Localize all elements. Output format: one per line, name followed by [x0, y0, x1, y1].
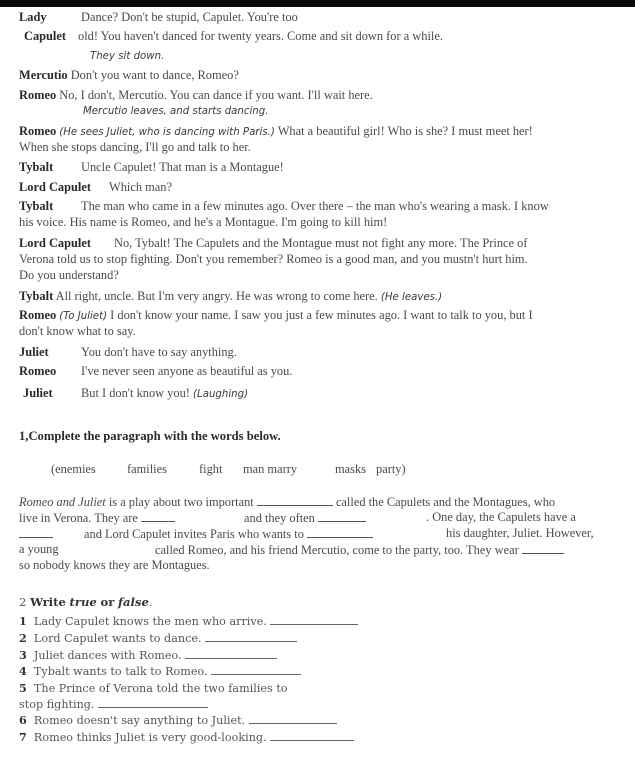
exercise2-heading — [19, 595, 153, 609]
dialogue-line — [19, 345, 49, 360]
dialogue-line — [19, 88, 373, 103]
dialogue-text: Don't you want to dance, Romeo? — [70, 68, 239, 82]
word-bank-item: fight — [199, 462, 223, 476]
answer-blank[interactable] — [19, 526, 53, 538]
stage-direction: (He leaves.) — [380, 292, 443, 303]
paragraph-text: so nobody knows they are Montagues. — [19, 558, 210, 572]
heading-text: or — [100, 595, 115, 609]
dialogue-text: Which man? — [109, 180, 172, 194]
dialogue-line — [19, 160, 53, 175]
stage-direction: (He sees Juliet, who is dancing with Paris.) — [59, 127, 275, 138]
item-number: 3 — [19, 648, 27, 662]
dialogue-line — [19, 68, 239, 83]
tf-item — [19, 730, 354, 745]
answer-blank[interactable] — [98, 697, 208, 708]
answer-blank[interactable] — [270, 614, 358, 625]
dialogue-line — [19, 199, 53, 214]
dialogue-line — [19, 236, 91, 251]
stage-direction: (Laughing) — [193, 389, 249, 400]
paragraph-text: live in Verona. They are — [19, 511, 138, 525]
exercise-number: 2 — [19, 595, 27, 609]
heading-text: . — [148, 595, 153, 609]
paragraph-text: called the Capulets and the Montagues, who — [335, 495, 556, 509]
paragraph-text: . One day, the Capulets have a — [426, 510, 576, 524]
dialogue-text: Verona told us to stop fighting. Don't you remember? Romeo is a good man, and you mustn't hurt him. — [19, 252, 528, 266]
word-bank-item: masks — [335, 462, 366, 476]
paragraph-line — [19, 494, 555, 510]
dialogue-line — [19, 180, 91, 195]
speaker: Romeo — [19, 124, 57, 138]
dialogue-text: When she stops dancing, I'll go and talk to her. — [19, 140, 251, 154]
dialogue-text: But I don't know you! — [81, 386, 190, 400]
dialogue-text: All right, uncle. But I'm very angry. He was wrong to come here. — [55, 289, 378, 303]
word-bank-item: families — [127, 462, 167, 476]
dialogue-line — [19, 308, 533, 324]
paragraph-line — [19, 510, 175, 526]
speaker: Romeo — [19, 364, 57, 378]
speaker: Romeo — [19, 88, 57, 102]
paragraph-text: and they often — [244, 511, 315, 525]
speaker: Lord Capulet — [19, 180, 91, 194]
speaker: Tybalt — [19, 289, 54, 303]
item-text: stop fighting. — [19, 698, 95, 711]
answer-blank[interactable] — [205, 631, 297, 642]
dialogue-text: I don't know your name. I saw you just a few minutes ago. I want to talk to you, but I — [110, 308, 533, 322]
answer-blank[interactable] — [257, 494, 333, 506]
item-number: 1 — [19, 614, 27, 628]
answer-blank[interactable] — [185, 648, 277, 659]
paragraph-text: his daughter, Juliet. However, — [446, 526, 594, 540]
tf-item — [19, 713, 337, 728]
stage-direction: Mercutio leaves, and starts dancing. — [83, 106, 269, 117]
tf-item — [19, 681, 288, 696]
dialogue-line — [19, 289, 442, 305]
answer-blank[interactable] — [249, 713, 337, 724]
speaker: Mercutio — [19, 68, 68, 82]
heading-text: false — [118, 595, 149, 609]
dialogue-text: You don't have to say anything. — [81, 345, 237, 359]
item-number: 5 — [19, 681, 27, 695]
heading-text: true — [69, 595, 97, 609]
word-bank-item: man marry — [243, 462, 298, 476]
speaker: Juliet — [23, 386, 53, 400]
answer-blank[interactable] — [141, 510, 175, 522]
dialogue-line — [24, 29, 66, 44]
tf-item-continued — [19, 697, 208, 712]
dialogue-text: I've never seen anyone as beautiful as you. — [81, 364, 293, 378]
answer-blank[interactable] — [307, 526, 373, 538]
item-number: 4 — [19, 664, 27, 678]
heading-text: Write — [30, 595, 66, 609]
dialogue-line — [19, 124, 533, 140]
dialogue-text: Dance? Don't be stupid, Capulet. You're too — [81, 10, 298, 24]
dialogue-line — [19, 10, 47, 25]
answer-blank[interactable] — [318, 510, 366, 522]
speaker: Lady — [19, 10, 47, 24]
play-title: Romeo and Juliet — [19, 495, 106, 509]
dialogue-text: Do you understand? — [19, 268, 119, 282]
dialogue-line — [19, 364, 56, 379]
speaker: Lord Capulet — [19, 236, 91, 250]
dialogue-text: No, I don't, Mercutio. You can dance if you want. I'll wait here. — [59, 88, 373, 102]
dialogue-text: don't know what to say. — [19, 324, 136, 338]
dialogue-text: his voice. His name is Romeo, and he's a Montague. I'm going to kill him! — [19, 215, 388, 229]
item-text: Lady Capulet knows the men who arrive. — [33, 615, 267, 628]
stage-direction: (To Juliet) — [59, 311, 108, 322]
dialogue-text: old! You haven't danced for twenty years. Come and sit down for a while. — [78, 29, 443, 43]
speaker: Romeo — [19, 308, 57, 322]
tf-item — [19, 664, 301, 679]
item-number: 6 — [19, 713, 27, 727]
answer-blank[interactable] — [522, 542, 564, 554]
item-number: 7 — [19, 730, 27, 744]
item-text: Romeo doesn't say anything to Juliet. — [33, 714, 246, 727]
tf-item — [19, 648, 277, 663]
item-text: Romeo thinks Juliet is very good-looking. — [33, 731, 267, 744]
paragraph-line — [84, 526, 373, 542]
item-text: The Prince of Verona told the two families to — [33, 682, 288, 695]
speaker: Tybalt — [19, 160, 54, 174]
dialogue-text: No, Tybalt! The Capulets and the Montague must not fight any more. The Prince of — [114, 236, 528, 250]
paragraph-text: and Lord Capulet invites Paris who wants to — [84, 527, 304, 541]
dialogue-line — [23, 386, 53, 401]
speaker: Tybalt — [19, 199, 54, 213]
item-text: Lord Capulet wants to dance. — [33, 632, 202, 645]
item-text: Tybalt wants to talk to Romeo. — [33, 665, 208, 678]
item-text: Juliet dances with Romeo. — [33, 649, 182, 662]
word-bank-item: party) — [376, 462, 406, 476]
top-dark-bar — [0, 0, 635, 7]
paragraph-text: called Romeo, and his friend Mercutio, come to the party, too. They wear — [155, 543, 519, 557]
paragraph-line — [19, 526, 53, 542]
speaker: Capulet — [24, 29, 66, 43]
tf-item — [19, 614, 358, 629]
tf-item — [19, 631, 297, 646]
item-number: 2 — [19, 631, 27, 645]
word-bank-item: (enemies — [51, 462, 96, 476]
dialogue-line — [81, 386, 248, 402]
dialogue-text: Uncle Capulet! That man is a Montague! — [81, 160, 284, 174]
answer-blank[interactable] — [211, 664, 301, 675]
answer-blank[interactable] — [270, 730, 354, 741]
speaker: Juliet — [19, 345, 49, 359]
stage-direction: They sit down. — [90, 51, 165, 62]
dialogue-text: What a beautiful girl! Who is she? I must meet her! — [277, 124, 533, 138]
exercise1-heading: 1,Complete the paragraph with the words below. — [19, 429, 281, 443]
paragraph-text: is a play about two important — [108, 495, 254, 509]
paragraph-line — [155, 542, 564, 558]
dialogue-text: The man who came in a few minutes ago. Over there – the man who's wearing a mask. I know — [81, 199, 549, 213]
paragraph-line — [244, 510, 366, 526]
paragraph-text: a young — [19, 542, 59, 556]
